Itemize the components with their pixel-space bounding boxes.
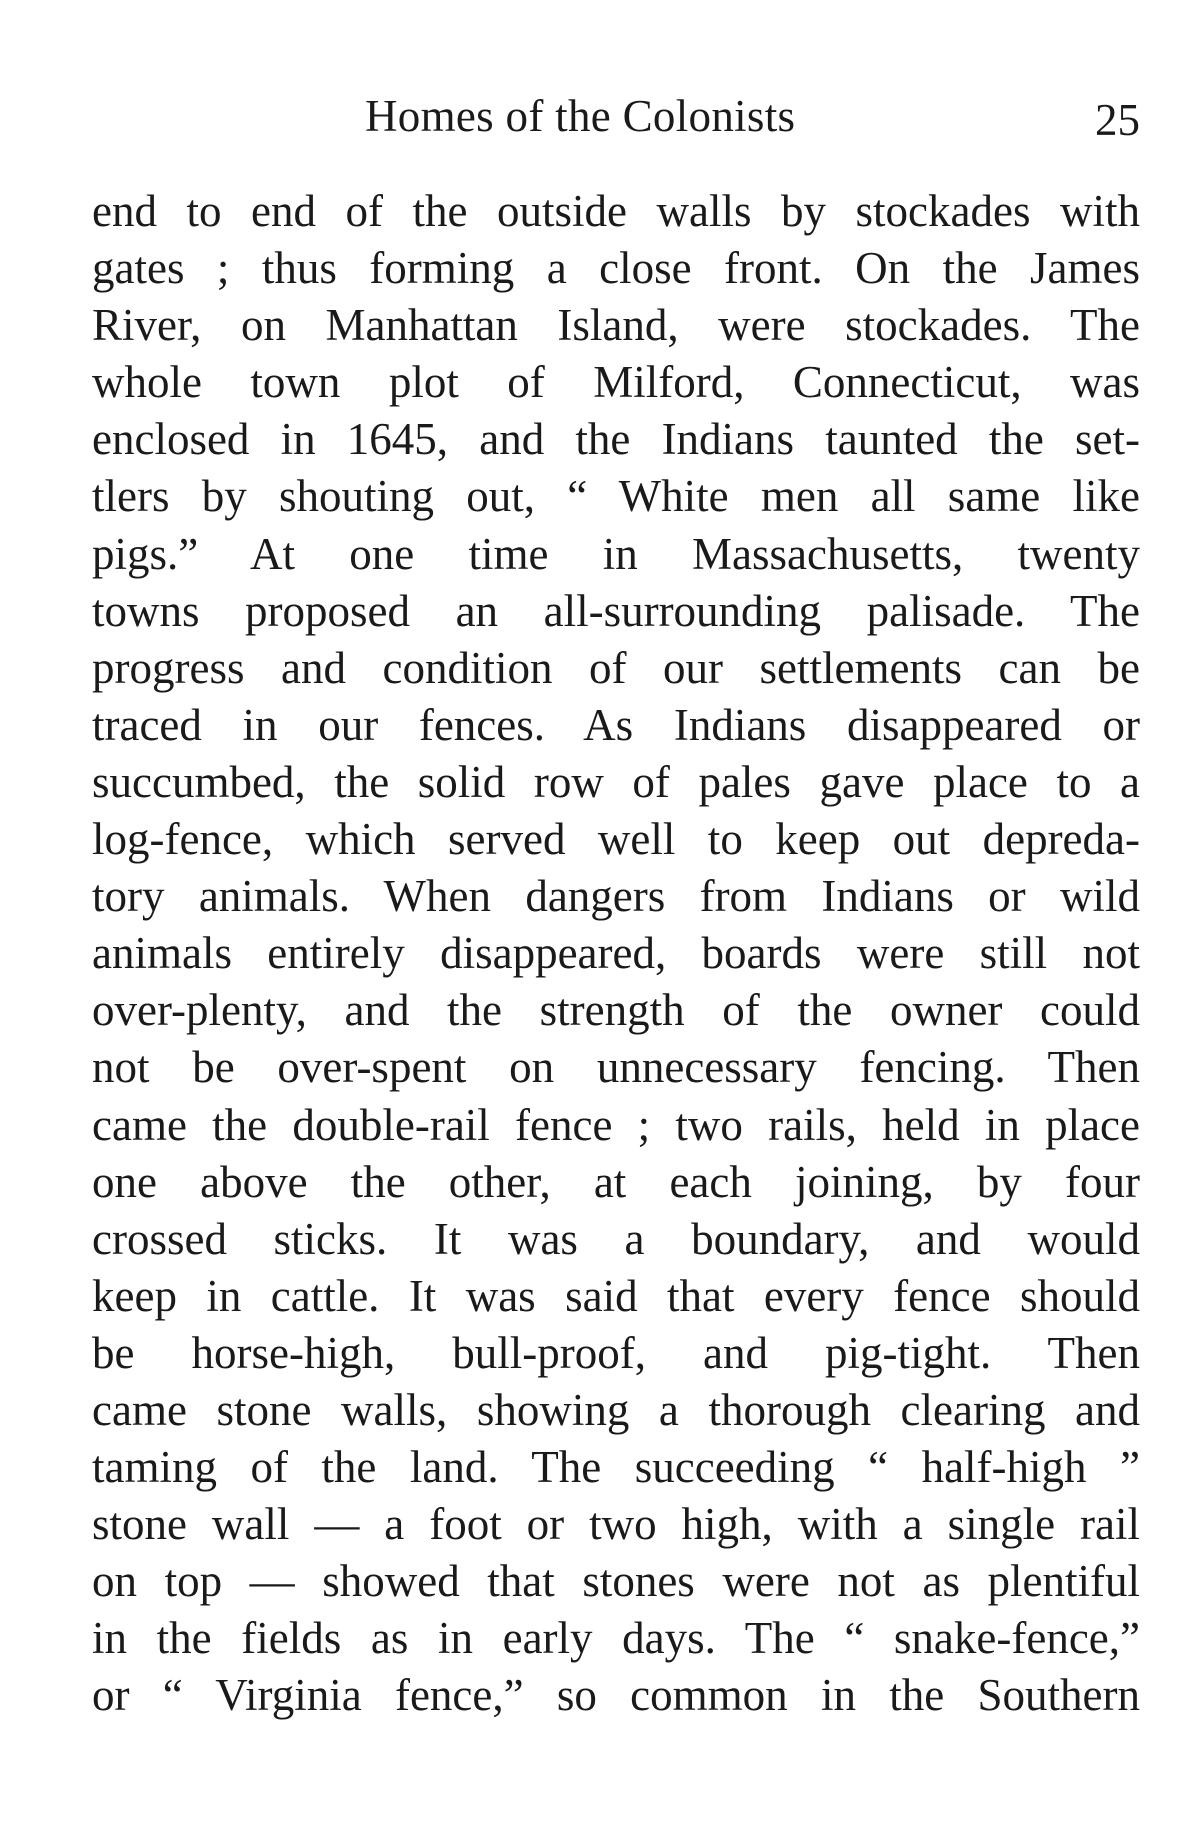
page-number: 25: [1095, 95, 1140, 145]
text-line: not be over-spent on unnecessary fencing. Then: [92, 1042, 1140, 1093]
body-text: [92, 183, 1140, 1725]
text-line: in the fields as in early days. The “ snake-fence,”: [92, 1613, 1140, 1664]
text-line: tory animals. When dangers from Indians or wild: [92, 871, 1140, 922]
running-head: [92, 86, 1140, 146]
text-line: pigs.” At one time in Massachusetts, twenty: [92, 528, 1140, 579]
text-line: towns proposed an all-surrounding palisade. The: [92, 585, 1140, 636]
text-line: crossed sticks. It was a boundary, and would: [92, 1213, 1140, 1264]
text-line: traced in our fences. As Indians disappeared or: [92, 699, 1140, 750]
text-line: stone wall — a foot or two high, with a single rail: [92, 1499, 1140, 1550]
text-line: one above the other, at each joining, by four: [92, 1156, 1140, 1207]
text-line: River, on Manhattan Island, were stockades. The: [92, 300, 1140, 351]
book-page: [92, 0, 1140, 1839]
text-line: gates ; thus forming a close front. On the James: [92, 243, 1140, 294]
text-line: came the double-rail fence ; two rails, held in place: [92, 1099, 1140, 1150]
text-line: enclosed in 1645, and the Indians taunted the set-: [92, 414, 1140, 465]
text-line: be horse-high, bull-proof, and pig-tight. Then: [92, 1327, 1140, 1378]
text-line: keep in cattle. It was said that every fence should: [92, 1270, 1140, 1321]
text-line: came stone walls, showing a thorough clearing and: [92, 1384, 1140, 1435]
text-line: tlers by shouting out, “ White men all same like: [92, 471, 1140, 522]
text-line: animals entirely disappeared, boards were still not: [92, 928, 1140, 979]
text-line: over-plenty, and the strength of the owner could: [92, 985, 1140, 1036]
text-line: progress and condition of our settlements can be: [92, 642, 1140, 693]
text-line: taming of the land. The succeeding “ half-high ”: [92, 1442, 1140, 1493]
text-line: end to end of the outside walls by stockades with: [92, 186, 1140, 236]
running-title: Homes of the Colonists: [365, 91, 796, 141]
text-line: or “ Virginia fence,” so common in the Southern: [92, 1670, 1140, 1721]
text-line: log-fence, which served well to keep out depreda-: [92, 814, 1140, 865]
text-line: whole town plot of Milford, Connecticut, was: [92, 357, 1140, 408]
text-line: on top — showed that stones were not as plentiful: [92, 1556, 1140, 1607]
text-line: succumbed, the solid row of pales gave place to a: [92, 756, 1140, 807]
